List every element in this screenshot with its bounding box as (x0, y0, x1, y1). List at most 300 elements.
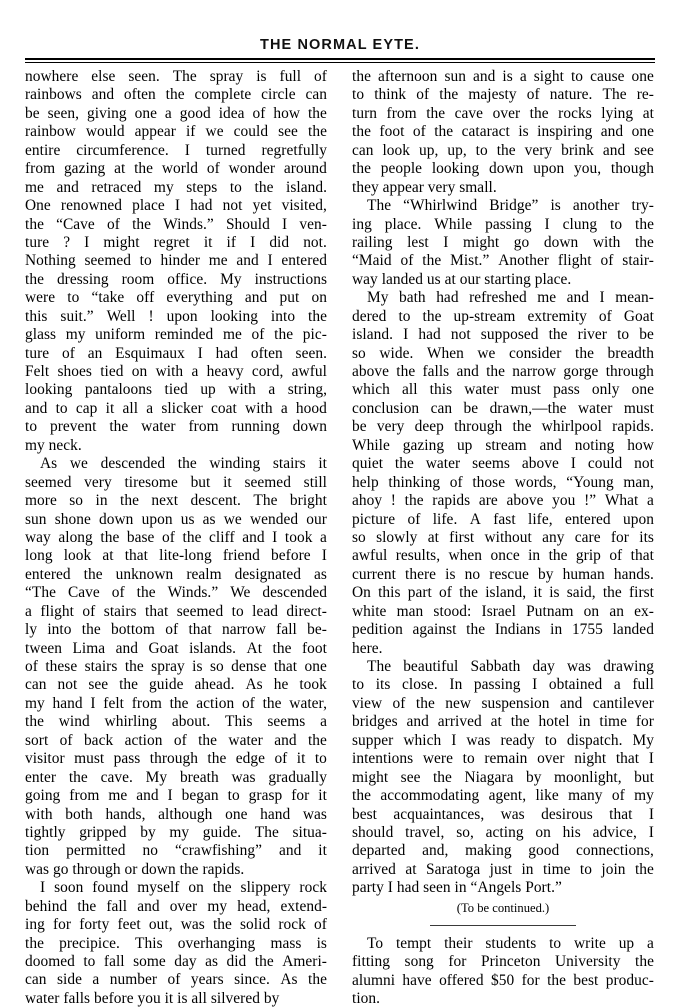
word: up (618, 934, 635, 952)
word: long (25, 547, 53, 565)
word: Felt (25, 363, 50, 380)
word: and (602, 141, 626, 159)
text-line (25, 308, 327, 326)
word: beautiful (403, 658, 459, 675)
word: rapids (432, 492, 471, 510)
word: permitted (66, 842, 126, 860)
word: retraced (91, 178, 142, 196)
word: stream (485, 436, 527, 454)
word: the (119, 676, 139, 694)
word: hands, (105, 805, 146, 823)
word: in (578, 713, 591, 731)
word: rainbows (25, 86, 82, 104)
word: time (599, 713, 627, 731)
word: look (382, 141, 411, 159)
word: stood: (433, 602, 472, 620)
word: a (268, 381, 276, 399)
word: of (167, 971, 181, 989)
word: Indians (494, 621, 541, 639)
word: flight (40, 602, 74, 620)
word: was (231, 768, 256, 786)
word: narrow (512, 363, 557, 380)
word: island. (286, 178, 327, 196)
text-line (25, 345, 327, 363)
word: My (220, 270, 242, 288)
word: realm (186, 565, 222, 583)
word: afternoon (377, 68, 438, 85)
word: still (303, 473, 327, 491)
word: gazing (63, 160, 106, 178)
text-line (352, 676, 654, 694)
word: bright (289, 492, 327, 510)
word: is (502, 68, 513, 85)
word: the (132, 215, 152, 233)
word: conclusion (352, 399, 420, 417)
word: very (376, 418, 405, 436)
word: up-stream (453, 307, 516, 325)
word: ! (148, 307, 154, 325)
text-line (25, 197, 327, 215)
word: of (400, 252, 414, 270)
word: the (634, 233, 654, 251)
word: circumference. (76, 141, 169, 159)
word: for (448, 953, 467, 971)
word: a (320, 528, 327, 546)
paragraph (25, 68, 327, 455)
word: place (132, 197, 165, 215)
word: I (167, 787, 173, 805)
word: to (475, 141, 488, 159)
word: acquaintances, (393, 805, 485, 823)
word: us (180, 510, 195, 528)
word: awful (352, 547, 388, 565)
word: The (367, 197, 392, 215)
word: me (222, 326, 242, 344)
text-column-right (352, 68, 654, 1008)
word: gripped (79, 823, 127, 841)
word: above (506, 492, 544, 510)
word: a (647, 934, 654, 952)
word: an (87, 344, 103, 362)
word: lite-long (159, 547, 212, 565)
word: the (77, 897, 97, 915)
word: ture (25, 233, 50, 251)
word: think (374, 86, 407, 104)
text-line (25, 474, 327, 492)
word: ven- (299, 215, 327, 233)
word: the (512, 418, 532, 436)
text-line (25, 658, 327, 676)
word: the (422, 307, 442, 325)
word: around (283, 160, 327, 178)
word: of (252, 104, 266, 122)
word: it (203, 233, 213, 251)
word: over (492, 104, 521, 122)
word: desirous (541, 805, 593, 823)
word: Israel (481, 602, 516, 620)
word: how (627, 436, 654, 454)
word: I (267, 252, 273, 270)
word: fall (103, 953, 125, 970)
text-line: my neck. (25, 436, 82, 454)
word: As (245, 676, 263, 694)
word: the (207, 750, 227, 768)
word: from (69, 787, 100, 805)
word: looking (431, 160, 480, 178)
word: can (430, 399, 453, 417)
word: bridges (352, 713, 398, 731)
word: rock (299, 879, 327, 897)
word: cause (590, 68, 625, 85)
text-line (352, 511, 654, 529)
word: can (305, 86, 327, 104)
word: slowly (376, 528, 418, 546)
word: for (52, 916, 72, 934)
word: As (40, 455, 58, 473)
word: is (445, 565, 456, 583)
word: fall (276, 621, 297, 639)
text-line (25, 787, 327, 805)
word: water (464, 381, 499, 399)
word: entire (25, 141, 61, 159)
word: of (106, 215, 120, 233)
word: string, (287, 381, 327, 399)
word: did (269, 233, 290, 251)
word: a (519, 68, 527, 85)
word: and (274, 731, 297, 749)
word: $50 (490, 971, 515, 989)
text-line (25, 455, 327, 473)
word: sort (25, 731, 49, 749)
text-line (25, 326, 327, 344)
word: doomed (25, 953, 75, 970)
word: the (169, 694, 189, 712)
word: hood (295, 399, 327, 417)
word: edge (235, 750, 266, 768)
text-line (352, 123, 654, 141)
word: a (191, 363, 199, 380)
word: soon (54, 879, 84, 897)
word: place. (384, 215, 422, 233)
word: dressing (56, 270, 109, 288)
word: with (228, 381, 256, 399)
word: and, (422, 842, 449, 860)
word: sight (533, 68, 564, 85)
text-line (352, 695, 654, 713)
word: I (250, 233, 256, 251)
paragraph (25, 879, 327, 1008)
word: behind (25, 897, 68, 915)
word: ly (25, 621, 38, 639)
word: hand (52, 694, 83, 712)
running-head (0, 36, 680, 54)
word: Winds.” (167, 584, 219, 602)
word: “take (91, 289, 125, 307)
word: just (489, 860, 513, 878)
word: my (169, 823, 190, 841)
word: fall (106, 897, 128, 915)
word: of (111, 584, 125, 602)
word: cantilever (592, 694, 654, 712)
word: water (577, 399, 613, 417)
word: and (473, 68, 496, 85)
word: full (632, 676, 654, 694)
word: over (537, 750, 565, 768)
word: the (529, 104, 549, 122)
word: be (639, 326, 654, 344)
word: my (634, 787, 654, 805)
text-line (25, 381, 327, 399)
word: Niagara (464, 768, 514, 786)
word: a (647, 492, 654, 510)
word: are (478, 492, 498, 510)
word: yet (252, 197, 272, 215)
word: going (25, 787, 61, 805)
text-line (25, 160, 327, 178)
word: glass (25, 326, 57, 344)
word: tiresome (124, 473, 178, 491)
word: Lima (72, 639, 106, 657)
word: To (367, 934, 384, 952)
text-line (25, 86, 327, 104)
header-rule-thick (25, 58, 655, 60)
word: to (398, 307, 411, 325)
word: fast (493, 510, 516, 528)
word: renowned (60, 197, 122, 215)
word: were (25, 289, 56, 307)
header-double-rule (25, 58, 655, 63)
text-line (25, 179, 327, 197)
word: it (318, 455, 327, 473)
word: I (282, 215, 288, 233)
word: words, (514, 473, 557, 491)
word: see (88, 676, 109, 694)
word: accommodating (380, 787, 480, 805)
word: I (84, 233, 90, 251)
text-line (25, 234, 327, 252)
word: regret (153, 233, 190, 251)
word: cliff (209, 528, 235, 546)
word: be (25, 104, 40, 122)
word: obtained (548, 676, 603, 694)
word: the (634, 860, 654, 878)
word: water, (289, 694, 327, 712)
word: the (635, 215, 654, 233)
text-line (352, 363, 654, 381)
word: full (279, 68, 302, 85)
word: of (439, 584, 452, 602)
word: and (559, 694, 583, 712)
word: tion (25, 842, 50, 860)
word: by (537, 565, 554, 583)
word: bath (398, 289, 426, 307)
word: on (131, 363, 148, 380)
word: to (231, 602, 244, 620)
word: Esquimaux (115, 344, 185, 362)
word: to (55, 399, 68, 417)
word: up (456, 436, 473, 454)
word: at (490, 713, 502, 731)
word: the (486, 363, 506, 380)
word: hands. (613, 565, 654, 583)
word: a (146, 399, 154, 417)
word: see (634, 141, 654, 159)
word: ahoy (352, 492, 383, 510)
word: gorge (563, 363, 599, 380)
word: dered (352, 307, 387, 325)
text-line (352, 953, 654, 971)
word: that (615, 750, 640, 768)
paragraph (352, 197, 654, 289)
word: but (634, 768, 654, 786)
word: spray (209, 68, 244, 85)
word: at (114, 160, 126, 178)
word: water (425, 455, 461, 473)
word: seemed (244, 473, 291, 491)
word: when (448, 547, 483, 565)
word: me (208, 252, 228, 270)
word: was (500, 805, 525, 823)
paragraph (352, 289, 654, 658)
word: cave (454, 104, 484, 122)
word: stairs (84, 658, 118, 675)
word: cord, (251, 363, 284, 380)
word: unknown (115, 565, 174, 583)
word: departed (352, 842, 406, 860)
word: the (308, 307, 327, 325)
word: of (609, 547, 623, 565)
word: to (570, 68, 584, 85)
word: and (236, 252, 259, 270)
word: current (352, 565, 396, 583)
word: to (579, 860, 592, 878)
word: we (69, 455, 88, 473)
word: Sabbath (470, 658, 521, 675)
text-line: here. (352, 639, 383, 657)
word: of (392, 694, 406, 712)
word: myself (137, 879, 180, 897)
word: uniform (95, 326, 146, 344)
word: advice, (592, 823, 637, 841)
text-line (352, 824, 654, 842)
word: inspiring (537, 123, 593, 141)
word: the (254, 953, 274, 970)
word: cave. (100, 768, 133, 786)
word: Nothing (25, 252, 76, 270)
word: a (280, 399, 288, 417)
word: In (449, 676, 463, 694)
word: Bridge” (489, 197, 539, 215)
word: the (422, 252, 442, 270)
text-line (25, 769, 327, 787)
text-line (25, 68, 327, 86)
text-column-left (25, 68, 327, 1008)
word: head, (237, 897, 271, 915)
word: drawing (603, 658, 654, 675)
word: making (465, 842, 512, 860)
paragraph (352, 935, 654, 1008)
word: University (555, 953, 621, 971)
word: moonlight, (554, 768, 622, 786)
word: quiet (352, 455, 384, 473)
word: one (225, 805, 248, 823)
word: to (229, 178, 242, 196)
text-line (352, 750, 654, 768)
word: overhanging (177, 934, 256, 952)
word: 1755 (571, 621, 603, 639)
word: and (242, 528, 265, 546)
word: from (386, 104, 417, 122)
word: up, (418, 141, 439, 159)
word: steps (186, 178, 218, 196)
paragraph (352, 658, 654, 898)
word: of (162, 528, 175, 546)
word: seemed (84, 252, 131, 270)
word: how (273, 104, 301, 122)
word: not (57, 676, 78, 694)
word: upon (533, 160, 565, 178)
word: I (197, 344, 203, 362)
text-line (352, 345, 654, 363)
word: it (318, 842, 327, 860)
word: wended (249, 510, 299, 528)
text-line (25, 418, 327, 436)
word: which (352, 381, 390, 399)
word: upon (166, 307, 198, 325)
word: feet (117, 916, 141, 934)
word: good (528, 842, 560, 860)
word: passing (485, 215, 532, 233)
word: of (25, 658, 38, 675)
word: arrived (352, 860, 396, 878)
word: my (65, 326, 86, 344)
word: descent. (190, 492, 241, 510)
word: Another (498, 252, 550, 270)
word: see (278, 123, 298, 141)
word: lead (252, 602, 278, 620)
paragraph (25, 455, 327, 879)
word: if (185, 123, 196, 141)
word: from (131, 694, 162, 712)
word: entered (25, 565, 71, 583)
word: side (56, 971, 82, 989)
word: enter (25, 768, 57, 786)
word: song (404, 953, 434, 971)
word: at (405, 860, 417, 878)
word: both (65, 805, 93, 823)
word: the (25, 934, 44, 952)
word: that (630, 547, 654, 565)
word: was (466, 731, 491, 749)
word: seemed (176, 602, 224, 620)
word: the (510, 713, 530, 731)
word: The (172, 68, 197, 85)
word: the (198, 731, 218, 749)
word: his (562, 823, 581, 841)
text-line (25, 695, 327, 713)
word: Goat (623, 307, 654, 325)
word: the (496, 141, 516, 159)
word: is (550, 197, 561, 215)
word: ahead. (194, 676, 235, 694)
word: reminded (154, 326, 214, 344)
word: room (121, 270, 155, 288)
text-line (25, 289, 327, 307)
word: can (25, 971, 47, 989)
word: at (427, 528, 439, 546)
word: suspension (481, 694, 550, 712)
word: the (415, 694, 435, 712)
